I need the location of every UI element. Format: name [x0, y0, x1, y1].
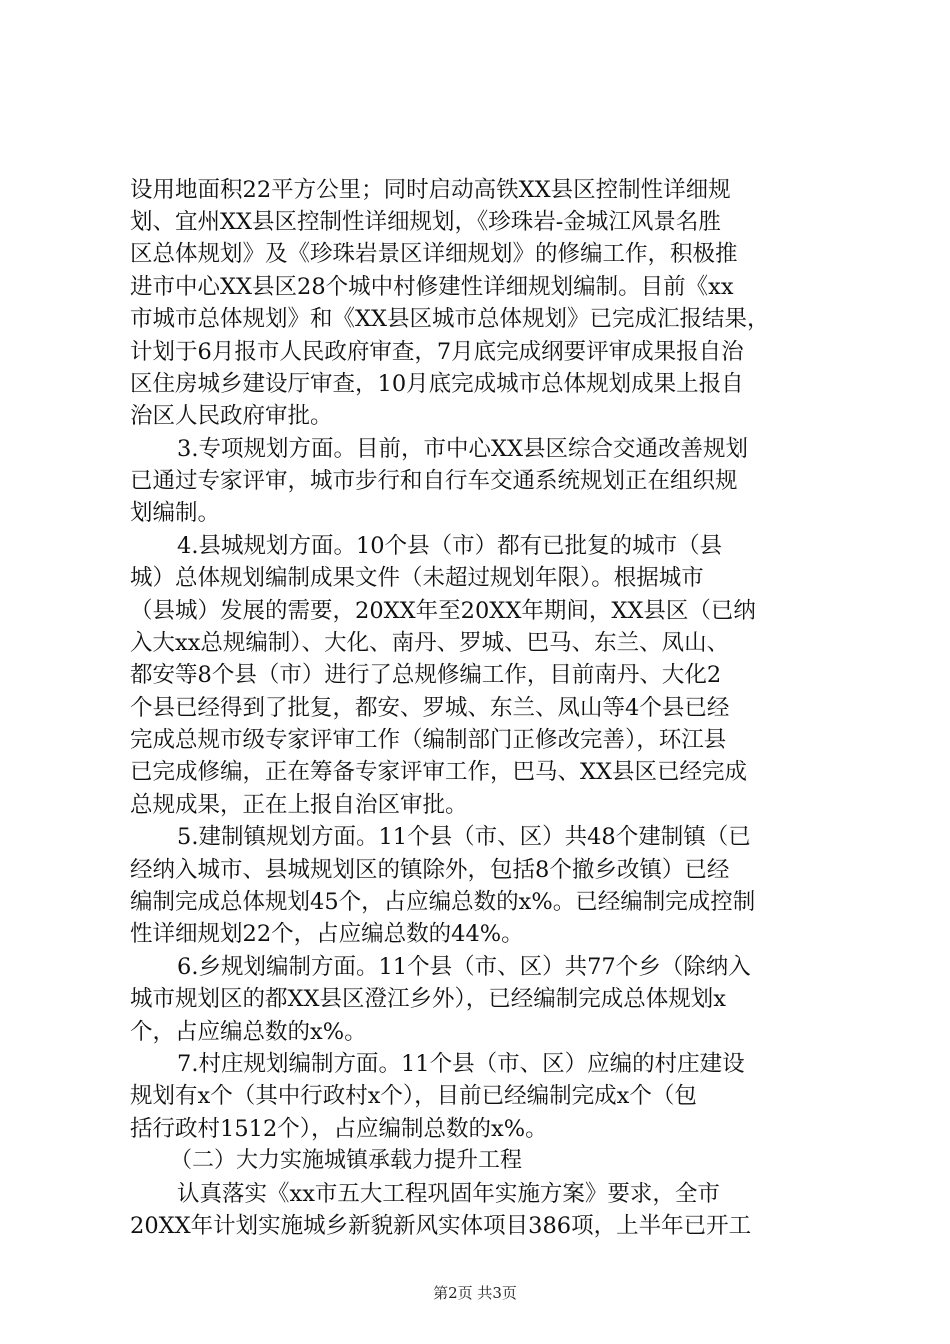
paragraph-6-start: 6.乡规划编制方面。11个县（市、区）共77个乡（除纳入	[177, 954, 751, 980]
section-heading: （二）大力实施城镇承载力提升工程	[170, 1148, 523, 1173]
text-line: 区总体规划》及《珍珠岩景区详细规划》的修编工作，积极推	[130, 241, 738, 267]
text-line: 经纳入城市、县城规划区的镇除外，包括8个撤乡改镇）已经	[130, 857, 730, 883]
text-line: 划、宜州XX县区控制性详细规划，《珍珠岩-金城江风景名胜	[130, 209, 721, 235]
text-line: 20XX年计划实施城乡新貌新风实体项目386项，上半年已开工	[130, 1213, 752, 1239]
paragraph-4-start: 4.县城规划方面。10个县（市）都有已批复的城市（县	[177, 533, 723, 559]
text-line: 计划于6月报市人民政府审查，7月底完成纲要评审成果报自治	[130, 339, 744, 365]
text-line: 治区人民政府审批。	[130, 403, 333, 429]
text-line: 编制完成总体规划45个，占应编总数的x%。已经编制完成控制	[130, 889, 756, 915]
text-line: 个，占应编总数的x%。	[130, 1019, 367, 1045]
text-line: 都安等8个县（市）进行了总规修编工作，目前南丹、大化2	[130, 662, 722, 688]
paragraph-7-start: 7.村庄规划编制方面。11个县（市、区）应编的村庄建设	[177, 1051, 745, 1077]
text-line: 性详细规划22个，占应编总数的44%。	[130, 921, 524, 947]
text-line: 括行政村1512个），占应编制总数的x%。	[130, 1116, 548, 1142]
paragraph-next-start: 认真落实《xx市五大工程巩固年实施方案》要求，全市	[177, 1181, 720, 1207]
text-line: 规划有x个（其中行政村x个），目前已经编制完成x个（包	[130, 1083, 697, 1109]
text-line: 已完成修编，正在筹备专家评审工作，巴马、XX县区已经完成	[130, 759, 748, 785]
text-line: 市城市总体规划》和《XX县区城市总体规划》已完成汇报结果，	[130, 306, 770, 332]
text-line: 城市规划区的都XX县区澄江乡外），已经编制完成总体规划x	[130, 986, 726, 1012]
paragraph-3-start: 3.专项规划方面。目前，市中心XX县区综合交通改善规划	[177, 436, 749, 462]
text-line: 已通过专家评审，城市步行和自行车交通系统规划正在组织规	[130, 468, 738, 494]
text-line: 个县已经得到了批复，都安、罗城、东兰、凤山等4个县已经	[130, 695, 730, 721]
text-line: 划编制。	[130, 500, 221, 526]
text-line: 城）总体规划编制成果文件（未超过规划年限）。根据城市	[130, 565, 704, 591]
text-line: 设用地面积22平方公里；同时启动高铁XX县区控制性详细规	[130, 177, 731, 203]
page-number-footer: 第2页 共3页	[433, 1284, 517, 1302]
text-line: 总规成果，正在上报自治区审批。	[130, 792, 468, 818]
text-line: 完成总规市级专家评审工作（编制部门正修改完善），环江县	[130, 727, 727, 753]
text-line: 区住房城乡建设厅审查，10月底完成城市总体规划成果上报自	[130, 371, 744, 397]
text-line: 进市中心XX县区28个城中村修建性详细规划编制。目前《xx	[130, 274, 734, 300]
text-line: （县城）发展的需要，20XX年至20XX年期间，XX县区（已纳	[130, 598, 756, 624]
text-line: 入大xx总规编制）、大化、南丹、罗城、巴马、东兰、凤山、	[130, 630, 730, 656]
paragraph-5-start: 5.建制镇规划方面。11个县（市、区）共48个建制镇（已	[177, 824, 751, 850]
